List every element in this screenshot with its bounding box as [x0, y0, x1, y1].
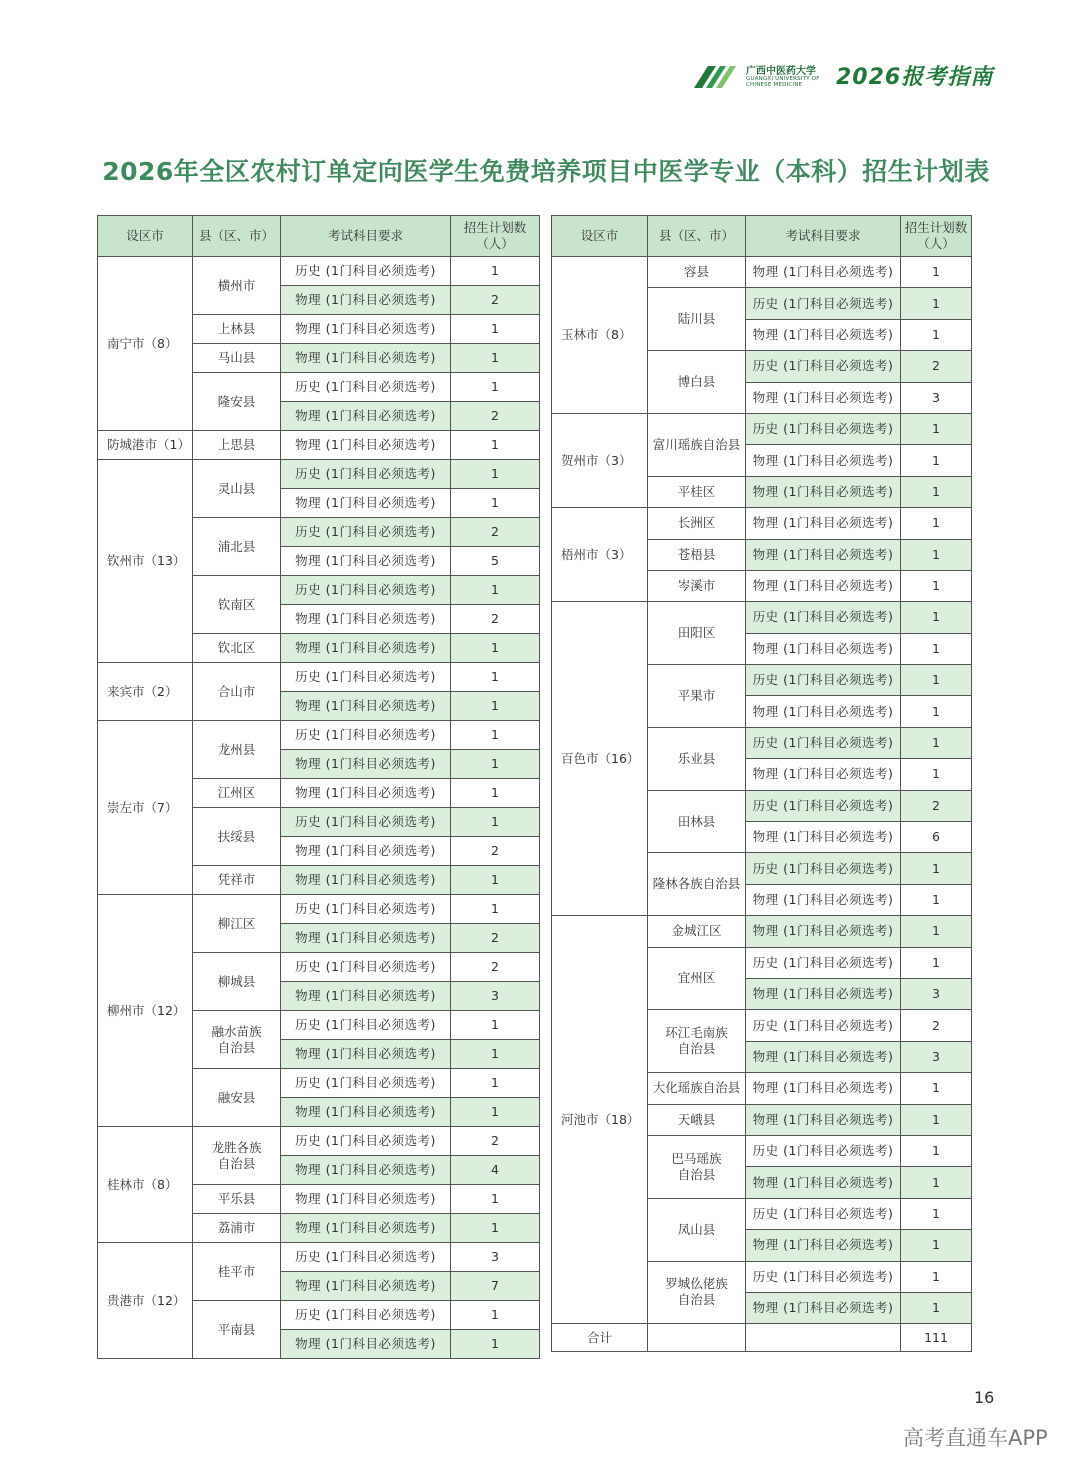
county-cell: 长洲区	[648, 508, 746, 539]
plan-count-cell: 1	[901, 570, 972, 601]
county-cell: 乐业县	[648, 727, 746, 790]
county-cell: 龙州县	[193, 721, 281, 779]
county-cell: 钦南区	[193, 576, 281, 634]
county-cell: 环江毛南族 自治县	[648, 1010, 746, 1073]
county-cell: 富川瑶族自治县	[648, 413, 746, 476]
city-cell: 来宾市（2）	[98, 663, 193, 721]
plan-count-cell: 1	[901, 759, 972, 790]
county-cell: 上林县	[193, 315, 281, 344]
plan-count-cell: 1	[901, 884, 972, 915]
plan-count-cell: 1	[901, 1198, 972, 1229]
subject-cell: 历史 (1门科目必须选考)	[746, 727, 901, 758]
plan-count-cell: 3	[901, 978, 972, 1009]
city-cell: 玉林市（8）	[552, 257, 648, 414]
county-cell: 平桂区	[648, 476, 746, 507]
county-cell: 金城江区	[648, 916, 746, 947]
city-cell: 崇左市（7）	[98, 721, 193, 895]
subject-cell: 历史 (1门科目必须选考)	[281, 1243, 451, 1272]
subject-cell: 物理 (1门科目必须选考)	[281, 924, 451, 953]
county-cell: 平南县	[193, 1301, 281, 1359]
subject-cell: 历史 (1门科目必须选考)	[746, 947, 901, 978]
county-cell: 宜州区	[648, 947, 746, 1010]
plan-count-cell: 1	[901, 319, 972, 350]
table-row	[98, 1243, 540, 1272]
county-cell: 田阳区	[648, 602, 746, 665]
subject-cell: 物理 (1门科目必须选考)	[281, 286, 451, 315]
subject-cell: 物理 (1门科目必须选考)	[281, 402, 451, 431]
subject-cell: 物理 (1门科目必须选考)	[281, 431, 451, 460]
total-value: 111	[901, 1324, 972, 1352]
county-cell: 隆林各族自治县	[648, 853, 746, 916]
table-row	[552, 508, 972, 539]
page-title: 2026年全区农村订单定向医学生免费培养项目中医学专业（本科）招生计划表	[102, 157, 990, 186]
table-row	[98, 431, 540, 460]
subject-cell: 历史 (1门科目必须选考)	[281, 1127, 451, 1156]
city-cell: 梧州市（3）	[552, 508, 648, 602]
subject-cell: 历史 (1门科目必须选考)	[746, 413, 901, 444]
county-cell: 平果市	[648, 665, 746, 728]
plan-count-cell: 2	[451, 953, 540, 982]
plan-count-cell: 1	[901, 727, 972, 758]
county-cell: 融安县	[193, 1069, 281, 1127]
header	[690, 58, 1020, 98]
subject-cell: 物理 (1门科目必须选考)	[746, 884, 901, 915]
subject-cell: 物理 (1门科目必须选考)	[281, 1156, 451, 1185]
plan-count-cell: 1	[451, 1301, 540, 1330]
county-cell: 容县	[648, 257, 746, 288]
city-cell: 百色市（16）	[552, 602, 648, 916]
plan-count-cell: 1	[901, 257, 972, 288]
plan-count-cell: 1	[901, 947, 972, 978]
plan-count-cell: 1	[901, 1292, 972, 1323]
subject-cell: 物理 (1门科目必须选考)	[746, 382, 901, 413]
plan-count-cell: 1	[901, 665, 972, 696]
county-cell: 江州区	[193, 779, 281, 808]
plan-count-cell: 1	[901, 476, 972, 507]
subject-cell: 物理 (1门科目必须选考)	[281, 837, 451, 866]
subject-cell: 历史 (1门科目必须选考)	[746, 351, 901, 382]
plan-count-cell: 2	[901, 351, 972, 382]
total-label: 合计	[552, 1324, 648, 1352]
total-subject-empty	[746, 1324, 901, 1352]
county-cell: 柳城县	[193, 953, 281, 1011]
subject-cell: 历史 (1门科目必须选考)	[281, 953, 451, 982]
county-cell: 罗城仫佬族 自治县	[648, 1261, 746, 1324]
plan-count-cell: 1	[451, 866, 540, 895]
plan-count-cell: 1	[451, 576, 540, 605]
county-cell: 钦北区	[193, 634, 281, 663]
plan-count-cell: 1	[901, 413, 972, 444]
subject-cell: 物理 (1门科目必须选考)	[281, 489, 451, 518]
university-logo-icon	[690, 60, 742, 92]
table-row	[98, 721, 540, 750]
subject-cell: 历史 (1门科目必须选考)	[746, 1198, 901, 1229]
subject-cell: 物理 (1门科目必须选考)	[746, 476, 901, 507]
plan-count-cell: 2	[901, 790, 972, 821]
plan-count-cell: 2	[451, 1127, 540, 1156]
subject-cell: 物理 (1门科目必须选考)	[746, 539, 901, 570]
plan-count-cell: 1	[451, 1185, 540, 1214]
table-row	[552, 916, 972, 947]
subject-cell: 历史 (1门科目必须选考)	[281, 721, 451, 750]
county-cell: 浦北县	[193, 518, 281, 576]
county-cell: 上思县	[193, 431, 281, 460]
plan-count-cell: 1	[451, 692, 540, 721]
plan-count-cell: 1	[901, 508, 972, 539]
subject-cell: 历史 (1门科目必须选考)	[281, 518, 451, 547]
enrollment-table-left	[97, 215, 540, 1359]
subject-cell: 历史 (1门科目必须选考)	[281, 1301, 451, 1330]
plan-count-cell: 1	[451, 460, 540, 489]
subject-cell: 物理 (1门科目必须选考)	[281, 605, 451, 634]
col-header-subject: 考试科目要求	[281, 216, 451, 257]
plan-count-cell: 2	[451, 402, 540, 431]
plan-count-cell: 3	[451, 982, 540, 1011]
subject-cell: 物理 (1门科目必须选考)	[746, 257, 901, 288]
subject-cell: 历史 (1门科目必须选考)	[281, 460, 451, 489]
total-county-empty	[648, 1324, 746, 1352]
county-cell: 灵山县	[193, 460, 281, 518]
plan-count-cell: 3	[451, 1243, 540, 1272]
university-name: 广西中医药大学	[746, 66, 816, 77]
plan-count-cell: 6	[901, 822, 972, 853]
subject-cell: 物理 (1门科目必须选考)	[746, 759, 901, 790]
plan-count-cell: 5	[451, 547, 540, 576]
plan-count-cell: 2	[901, 1010, 972, 1041]
plan-count-cell: 1	[901, 445, 972, 476]
plan-count-cell: 1	[901, 288, 972, 319]
county-cell: 博白县	[648, 351, 746, 414]
plan-count-cell: 1	[451, 1069, 540, 1098]
plan-count-cell: 3	[901, 1041, 972, 1072]
table-row	[552, 413, 972, 444]
subject-cell: 历史 (1门科目必须选考)	[281, 895, 451, 924]
county-cell: 马山县	[193, 344, 281, 373]
county-cell: 横州市	[193, 257, 281, 315]
county-cell: 平乐县	[193, 1185, 281, 1214]
plan-count-cell: 1	[451, 257, 540, 286]
county-cell: 田林县	[648, 790, 746, 853]
subject-cell: 物理 (1门科目必须选考)	[746, 1230, 901, 1261]
county-cell: 龙胜各族 自治县	[193, 1127, 281, 1185]
subject-cell: 物理 (1门科目必须选考)	[281, 315, 451, 344]
plan-count-cell: 1	[451, 1330, 540, 1359]
subject-cell: 历史 (1门科目必须选考)	[281, 663, 451, 692]
plan-count-cell: 1	[451, 808, 540, 837]
subject-cell: 历史 (1门科目必须选考)	[746, 665, 901, 696]
plan-count-cell: 4	[451, 1156, 540, 1185]
city-cell: 钦州市（13）	[98, 460, 193, 663]
subject-cell: 历史 (1门科目必须选考)	[746, 1261, 901, 1292]
plan-count-cell: 1	[901, 1073, 972, 1104]
subject-cell: 物理 (1门科目必须选考)	[281, 750, 451, 779]
subject-cell: 历史 (1门科目必须选考)	[281, 257, 451, 286]
table-row	[98, 257, 540, 286]
subject-cell: 物理 (1门科目必须选考)	[281, 982, 451, 1011]
col-header-city: 设区市	[98, 216, 193, 257]
plan-count-cell: 1	[451, 1040, 540, 1069]
plan-count-cell: 2	[451, 605, 540, 634]
subject-cell: 历史 (1门科目必须选考)	[281, 808, 451, 837]
plan-count-cell: 1	[451, 634, 540, 663]
subject-cell: 物理 (1门科目必须选考)	[281, 692, 451, 721]
watermark: 高考直通车APP	[903, 1426, 1048, 1450]
county-cell: 天峨县	[648, 1104, 746, 1135]
col-header-city: 设区市	[552, 216, 648, 257]
subject-cell: 物理 (1门科目必须选考)	[746, 1292, 901, 1323]
subject-cell: 物理 (1门科目必须选考)	[746, 508, 901, 539]
col-header-county: 县（区、市）	[193, 216, 281, 257]
county-cell: 融水苗族 自治县	[193, 1011, 281, 1069]
plan-count-cell: 1	[901, 539, 972, 570]
page-number: 16	[974, 1388, 995, 1407]
subject-cell: 历史 (1门科目必须选考)	[281, 373, 451, 402]
city-cell: 贺州市（3）	[552, 413, 648, 507]
city-cell: 柳州市（12）	[98, 895, 193, 1127]
subject-cell: 物理 (1门科目必须选考)	[746, 1104, 901, 1135]
plan-count-cell: 1	[451, 344, 540, 373]
plan-count-cell: 1	[451, 721, 540, 750]
plan-count-cell: 2	[451, 286, 540, 315]
city-cell: 贵港市（12）	[98, 1243, 193, 1359]
plan-count-cell: 1	[901, 602, 972, 633]
county-cell: 岑溪市	[648, 570, 746, 601]
plan-count-cell: 1	[901, 1261, 972, 1292]
county-cell: 荔浦市	[193, 1214, 281, 1243]
subject-cell: 物理 (1门科目必须选考)	[281, 1214, 451, 1243]
subject-cell: 物理 (1门科目必须选考)	[746, 696, 901, 727]
subject-cell: 历史 (1门科目必须选考)	[746, 1135, 901, 1166]
plan-count-cell: 1	[901, 916, 972, 947]
subject-cell: 物理 (1门科目必须选考)	[746, 445, 901, 476]
subject-cell: 物理 (1门科目必须选考)	[281, 1272, 451, 1301]
plan-count-cell: 3	[901, 382, 972, 413]
col-header-plan: 招生计划数（人）	[901, 216, 972, 257]
county-cell: 隆安县	[193, 373, 281, 431]
subject-cell: 物理 (1门科目必须选考)	[746, 319, 901, 350]
plan-count-cell: 1	[451, 431, 540, 460]
county-cell: 凭祥市	[193, 866, 281, 895]
table-row	[98, 460, 540, 489]
county-cell: 巴马瑶族 自治县	[648, 1135, 746, 1198]
table-row	[98, 895, 540, 924]
subject-cell: 历史 (1门科目必须选考)	[746, 790, 901, 821]
county-cell: 合山市	[193, 663, 281, 721]
subject-cell: 物理 (1门科目必须选考)	[281, 779, 451, 808]
subject-cell: 历史 (1门科目必须选考)	[281, 1011, 451, 1040]
guide-title: 2026报考指南	[836, 65, 994, 90]
table-row	[552, 257, 972, 288]
subject-cell: 历史 (1门科目必须选考)	[281, 576, 451, 605]
plan-count-cell: 2	[451, 518, 540, 547]
plan-count-cell: 1	[451, 489, 540, 518]
city-cell: 桂林市（8）	[98, 1127, 193, 1243]
subject-cell: 物理 (1门科目必须选考)	[281, 1185, 451, 1214]
city-cell: 南宁市（8）	[98, 257, 193, 431]
plan-count-cell: 2	[451, 837, 540, 866]
plan-count-cell: 1	[451, 750, 540, 779]
subject-cell: 物理 (1门科目必须选考)	[281, 1098, 451, 1127]
subject-cell: 物理 (1门科目必须选考)	[746, 1073, 901, 1104]
county-cell: 扶绥县	[193, 808, 281, 866]
plan-count-cell: 1	[901, 696, 972, 727]
plan-count-cell: 1	[901, 1135, 972, 1166]
subject-cell: 物理 (1门科目必须选考)	[746, 822, 901, 853]
plan-count-cell: 1	[451, 1011, 540, 1040]
plan-count-cell: 1	[451, 1214, 540, 1243]
subject-cell: 历史 (1门科目必须选考)	[746, 853, 901, 884]
subject-cell: 物理 (1门科目必须选考)	[281, 344, 451, 373]
plan-count-cell: 1	[451, 1098, 540, 1127]
university-name-en: GUANGXI UNIVERSITY OF CHINESE MEDICINE	[746, 76, 820, 88]
subject-cell: 物理 (1门科目必须选考)	[746, 633, 901, 664]
subject-cell: 历史 (1门科目必须选考)	[281, 1069, 451, 1098]
plan-count-cell: 1	[901, 1104, 972, 1135]
subject-cell: 物理 (1门科目必须选考)	[281, 634, 451, 663]
subject-cell: 物理 (1门科目必须选考)	[746, 570, 901, 601]
table-row	[98, 1127, 540, 1156]
enrollment-table-right	[551, 215, 972, 1352]
county-cell: 陆川县	[648, 288, 746, 351]
plan-count-cell: 1	[901, 1167, 972, 1198]
plan-count-cell: 1	[901, 853, 972, 884]
col-header-plan: 招生计划数（人）	[451, 216, 540, 257]
plan-count-cell: 1	[451, 315, 540, 344]
plan-count-cell: 1	[901, 1230, 972, 1261]
table-row	[98, 663, 540, 692]
subject-cell: 物理 (1门科目必须选考)	[746, 1167, 901, 1198]
plan-count-cell: 1	[901, 633, 972, 664]
plan-count-cell: 1	[451, 373, 540, 402]
subject-cell: 物理 (1门科目必须选考)	[281, 1040, 451, 1069]
plan-count-cell: 1	[451, 663, 540, 692]
subject-cell: 历史 (1门科目必须选考)	[746, 602, 901, 633]
county-cell: 柳江区	[193, 895, 281, 953]
city-cell: 河池市（18）	[552, 916, 648, 1324]
county-cell: 凤山县	[648, 1198, 746, 1261]
subject-cell: 历史 (1门科目必须选考)	[746, 288, 901, 319]
county-cell: 大化瑶族自治县	[648, 1073, 746, 1104]
plan-count-cell: 1	[451, 779, 540, 808]
county-cell: 苍梧县	[648, 539, 746, 570]
subject-cell: 物理 (1门科目必须选考)	[746, 978, 901, 1009]
county-cell: 桂平市	[193, 1243, 281, 1301]
city-cell: 防城港市（1）	[98, 431, 193, 460]
subject-cell: 历史 (1门科目必须选考)	[746, 1010, 901, 1041]
col-header-subject: 考试科目要求	[746, 216, 901, 257]
subject-cell: 物理 (1门科目必须选考)	[281, 547, 451, 576]
col-header-county: 县（区、市）	[648, 216, 746, 257]
subject-cell: 物理 (1门科目必须选考)	[281, 1330, 451, 1359]
subject-cell: 物理 (1门科目必须选考)	[746, 916, 901, 947]
plan-count-cell: 1	[451, 895, 540, 924]
table-row	[552, 602, 972, 633]
plan-count-cell: 7	[451, 1272, 540, 1301]
subject-cell: 物理 (1门科目必须选考)	[281, 866, 451, 895]
plan-count-cell: 2	[451, 924, 540, 953]
subject-cell: 物理 (1门科目必须选考)	[746, 1041, 901, 1072]
